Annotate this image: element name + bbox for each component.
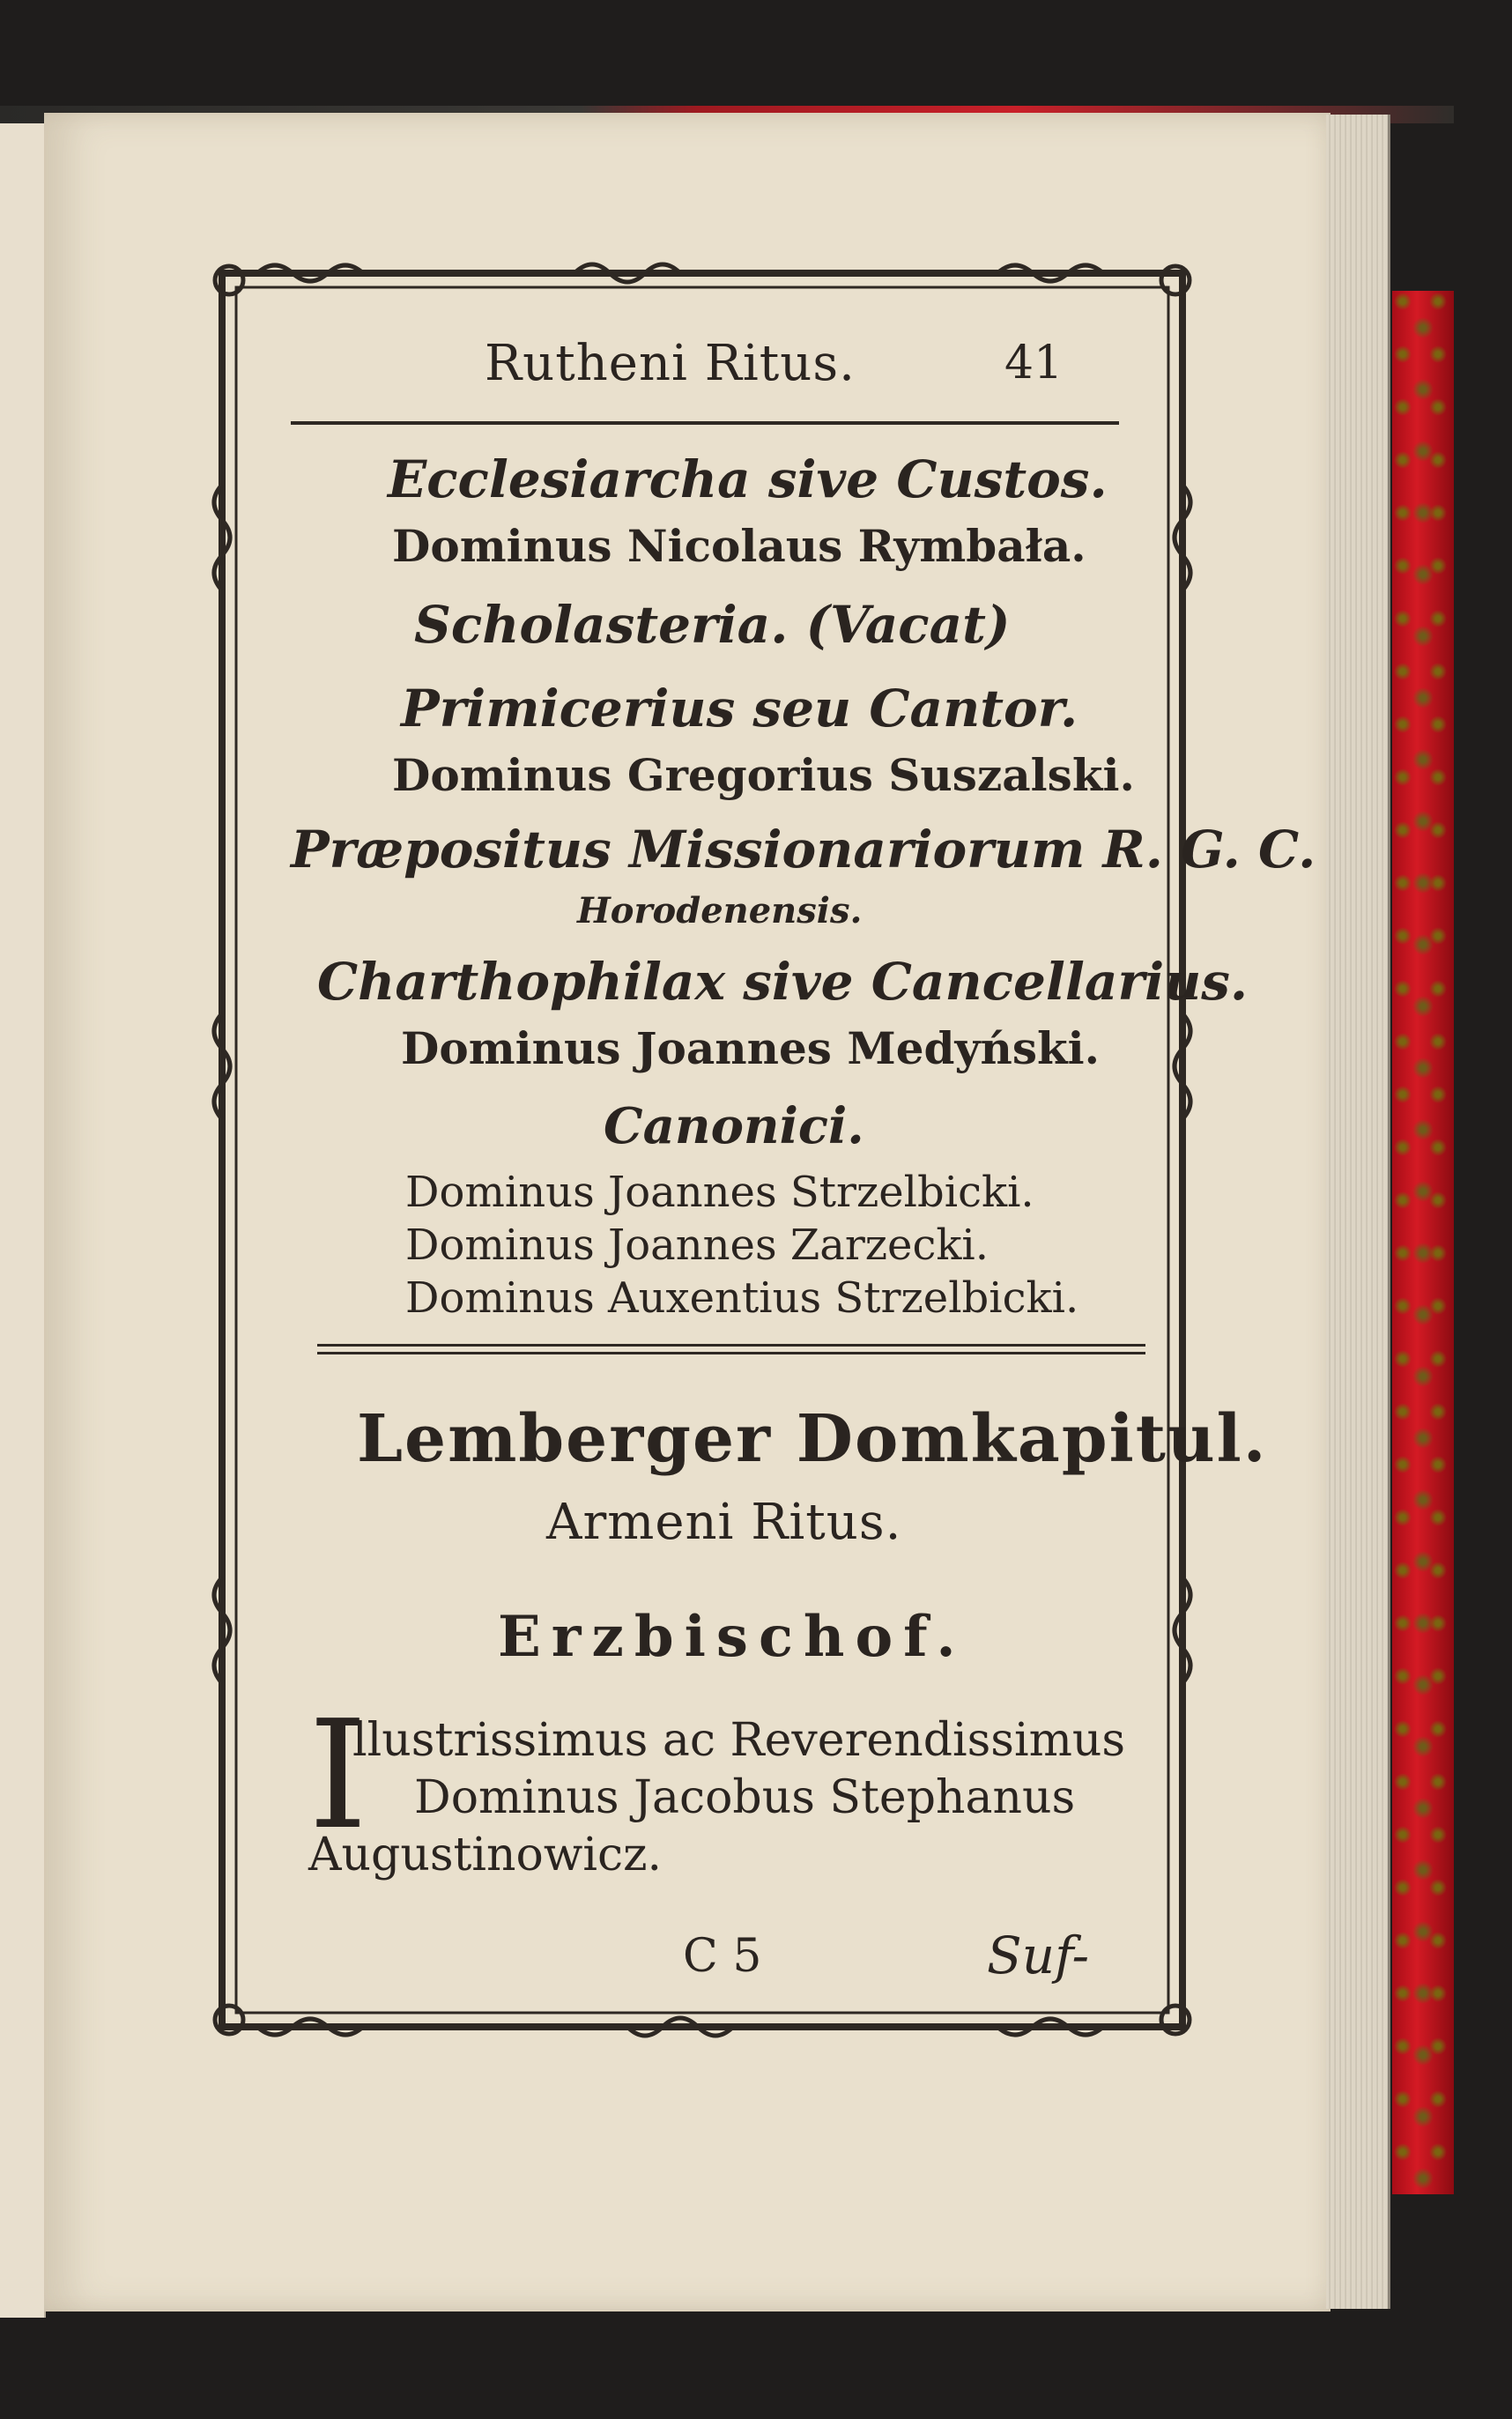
praepositus-sub: Horodenensis. (577, 890, 863, 931)
armenian-text-line-1: llustrissimus ac Reverendissimus (352, 1714, 1126, 1767)
drop-cap: I (308, 1688, 368, 1863)
header-rule (291, 421, 1119, 425)
primicerius-title: Primicerius seu Cantor. (401, 679, 1078, 738)
catchword: Suf- (987, 1926, 1090, 1985)
scholasteria-title: Scholasteria. (Vacat) (414, 595, 1011, 655)
signature-mark: C 5 (683, 1930, 762, 1983)
armenian-text-line-3: Augustinowicz. (308, 1829, 663, 1881)
primicerius-name: Dominus Gregorius Suszalski. (392, 749, 1135, 801)
page-number: 41 (1004, 337, 1064, 390)
armenian-heading: Lemberger Domkapitul. (357, 1401, 1268, 1477)
armenian-text-line-2: Dominus Jacobus Stephanus (414, 1771, 1076, 1824)
charthophilax-title: Charthophilax sive Cancellarius. (317, 952, 1249, 1012)
armenian-subheading: Armeni Ritus. (546, 1494, 902, 1551)
left-page-edge (0, 123, 46, 2318)
office-heading: Erzbischof. (498, 1604, 967, 1670)
canonici-title: Canonici. (604, 1097, 864, 1155)
red-marbled-edge (1392, 291, 1454, 2194)
charthophilax-name: Dominus Joannes Medyński. (401, 1022, 1101, 1074)
running-title: Rutheni Ritus. (485, 335, 856, 392)
ecclesiarcha-title: Ecclesiarcha sive Custos. (388, 449, 1108, 509)
ecclesiarcha-name: Dominus Nicolaus Rymbała. (392, 520, 1086, 572)
canonicus-2: Dominus Joannes Zarzecki. (405, 1221, 989, 1270)
canonicus-3: Dominus Auxentius Strzelbicki. (405, 1273, 1079, 1323)
section-rule (317, 1344, 1145, 1354)
praepositus-title: Præpositus Missionariorum R. G. C. (291, 820, 1316, 879)
canonicus-1: Dominus Joannes Strzelbicki. (405, 1168, 1034, 1217)
page-block-edge (1326, 115, 1390, 2309)
